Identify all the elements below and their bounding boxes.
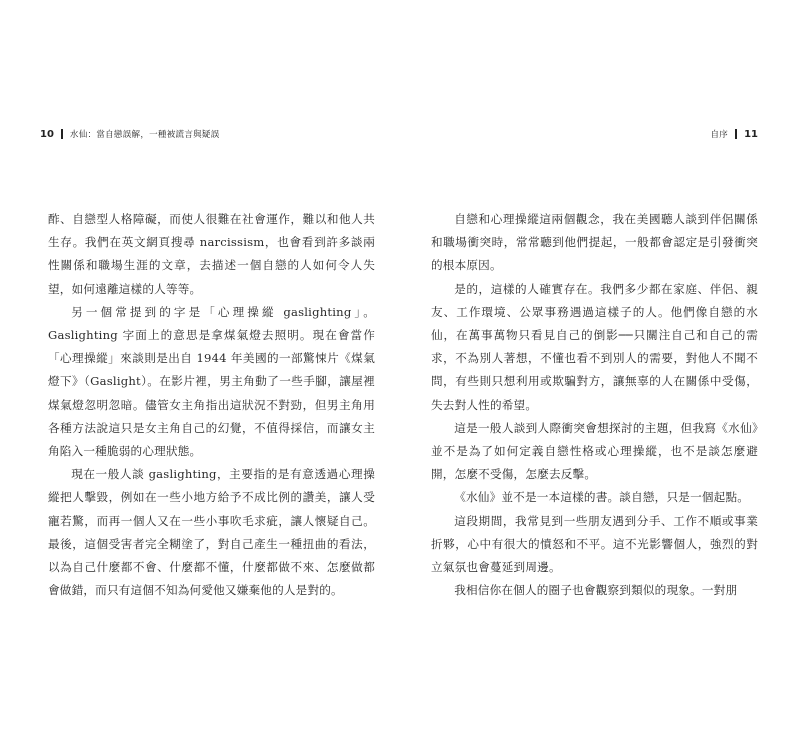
left-page-number: 10 <box>40 128 54 140</box>
paragraph: 自戀和心理操縱這兩個觀念，我在美國聽人談到伴侶關係和職場衝突時，常常聽到他們提起，一般都會認定是引發衝突的根本原因。 <box>431 212 758 273</box>
paragraph: 現在一般人談 gaslighting，主要指的是有意透過心理操縱把人擊毀，例如在一些小地方給予不成比例的讚美，讓人受寵若驚，而再一個人又在一些小事吹毛求疵，讓人懷疑自己。最後，這個受害者完全糊塗了，對自己產生一種扭曲的看法，以為自己什麼都不會、什麼都不懂，什麼都做不來、怎麼做都會做錯，而只有這個不知為何愛他又嫌棄他的人是對的。 <box>48 467 375 598</box>
left-body-text <box>48 208 375 602</box>
paragraph: 這段期間，我常見到一些朋友遇到分手、工作不順或事業折夥，心中有很大的憤怒和不平。這不光影響個人，強烈的對立氣氛也會蔓延到周邊。 <box>431 513 758 575</box>
paragraph: 《水仙》並不是一本這樣的書。談自戀，只是一個起點。 <box>454 490 750 505</box>
right-page <box>423 0 758 744</box>
right-running-title: 自序 <box>710 130 729 140</box>
left-running-header <box>40 126 375 142</box>
right-running-header <box>423 126 758 142</box>
paragraph: 這是一般人談到人際衝突會想探討的主題，但我寫《水仙》並不是為了如何定義自戀性格或心理操縱，也不是談怎麼避開，怎麼不受傷，怎麼去反擊。 <box>431 420 758 482</box>
header-separator-bar <box>735 129 737 139</box>
right-body-text <box>431 208 758 602</box>
left-running-title: 水仙：當自戀誤解，一種被謊言與疑誤 <box>69 130 220 140</box>
paragraph: 酢、自戀型人格障礙，而使人很難在社會運作，難以和他人共生存。我們在英文網頁搜尋 narcissism，也會看到許多談兩性關係和職場生涯的文章，去描述一個自戀的人如何令人失望，如何遠離這樣的人等等。 <box>48 212 375 296</box>
paragraph: 另一個常提到的字是「心理操縱 gaslighting」。Gaslighting 字面上的意思是拿煤氣燈去照明。現在會當作「心理操縱」來談則是出自 1944 年美國的一部驚悚片《煤氣燈下》（Gaslight）。在影片裡，男主角動了一些手腳，讓屋裡煤氣燈忽明忽暗。儘管女主角指出這狀況不對勁，但男主角用各種方法說這只是女主角自己的幻覺，不值得採信，而讓女主角陷入一種脆弱的心理狀態。 <box>48 304 375 459</box>
header-separator-bar <box>61 129 63 139</box>
left-page <box>40 0 375 744</box>
paragraph: 是的，這樣的人確實存在。我們多少都在家庭、伴侶、親友、工作環境、公眾事務遇過這樣子的人。他們像自戀的水仙，在萬事萬物只看見自己的倒影──只關注自己和自己的需求，不為別人著想，不懂也看不到別人的需要，對他人不聞不問，有些則只想利用或欺騙對方，讓無辜的人在關係中受傷，失去對人性的希望。 <box>431 281 758 412</box>
right-page-number: 11 <box>744 128 758 140</box>
paragraph: 我相信你在個人的圈子也會觀察到類似的現象。一對朋 <box>454 583 738 598</box>
